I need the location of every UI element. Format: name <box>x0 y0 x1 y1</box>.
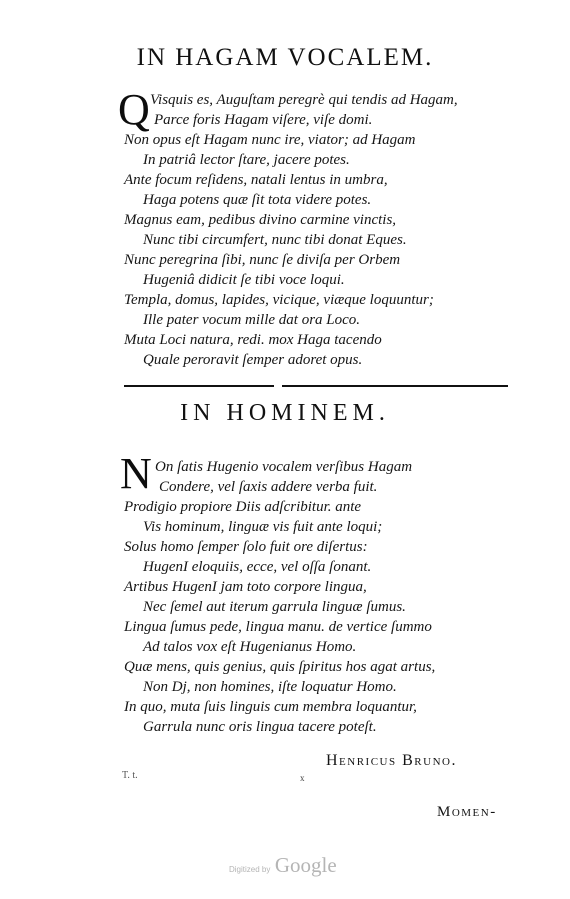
drop-cap-n: N <box>120 449 152 498</box>
divider-rule-right <box>282 385 508 387</box>
poem-line: Vis hominum, linguæ vis fuit ante loqui; <box>143 519 383 535</box>
poem-line: Condere, vel ſaxis addere verba fuit. <box>159 479 378 495</box>
poem-line: Ille pater vocum mille dat ora Loco. <box>143 312 361 328</box>
poem-line: Nunc tibi circumfert, nunc tibi donat Eques. <box>143 232 407 248</box>
watermark-prefix: Digitized by <box>229 865 271 874</box>
poem-line: On ſatis Hugenio vocalem verſibus Hagam <box>155 459 413 475</box>
poem-line: Artibus HugenI jam toto corpore lingua, <box>124 579 367 595</box>
poem-line: In patriâ lector ſtare, jacere potes. <box>143 152 350 168</box>
poem-line: Ante focum reſidens, natali lentus in umbra, <box>124 172 388 188</box>
poem-line: HugenI eloquiis, ecce, vel oſſa ſonant. <box>143 559 372 575</box>
poem-line: In quo, muta ſuis linguis cum membra loquantur, <box>124 699 417 715</box>
drop-cap-q: Q <box>118 85 150 134</box>
poem-line: Quæ mens, quis genius, quis ſpiritus hos agat artus, <box>124 659 436 675</box>
margin-mark: x <box>300 773 305 783</box>
poem-line: Templa, domus, lapides, vicique, viæque loquuntur; <box>124 292 434 308</box>
poem-line: Haga potens quæ ſit tota videre potes. <box>143 192 372 208</box>
poem-line: Parce foris Hagam viſere, viſe domi. <box>154 112 373 128</box>
poem-line: Non Dj, non homines, iſte loquatur Homo. <box>143 679 397 695</box>
catchword: Momen- <box>437 804 497 820</box>
author-signature: Henricus Bruno. <box>326 752 457 769</box>
google-logo: Google <box>274 853 337 877</box>
poem-line: Lingua ſumus pede, lingua manu. de vertice ſummo <box>124 619 432 635</box>
digitized-watermark <box>229 853 337 878</box>
poem-line: Nec ſemel aut iterum garrula linguæ ſumus. <box>143 599 406 615</box>
poem-title-hominem: IN HOMINEM. <box>180 400 390 426</box>
poem-line: Quale peroravit ſemper adoret opus. <box>143 352 363 368</box>
poem-title-hagam: IN HAGAM VOCALEM. <box>136 44 434 71</box>
poem-line: Muta Loci natura, redi. mox Haga tacendo <box>124 332 382 348</box>
divider-rule-left <box>124 385 274 387</box>
poem-line: Ad talos vox eſt Hugenianus Homo. <box>143 639 357 655</box>
poem-line: Visquis es, Auguſtam peregrè qui tendis ad Hagam, <box>150 92 458 108</box>
margin-specks: T. t. <box>122 770 138 781</box>
poem-line: Nunc peregrina ſibi, nunc ſe diviſa per Orbem <box>124 252 401 268</box>
poem-line: Magnus eam, pedibus divino carmine vinctis, <box>124 212 397 228</box>
poem-line: Non opus eſt Hagam nunc ire, viator; ad Hagam <box>124 132 416 148</box>
poem-line: Garrula nunc oris lingua tacere poteſt. <box>143 719 377 735</box>
poem-line: Solus homo ſemper ſolo fuit ore diſertus: <box>124 539 368 555</box>
poem-line: Hugeniâ didicit ſe tibi voce loqui. <box>143 272 345 288</box>
poem-line: Prodigio propiore Diis adſcribitur. ante <box>124 499 362 515</box>
